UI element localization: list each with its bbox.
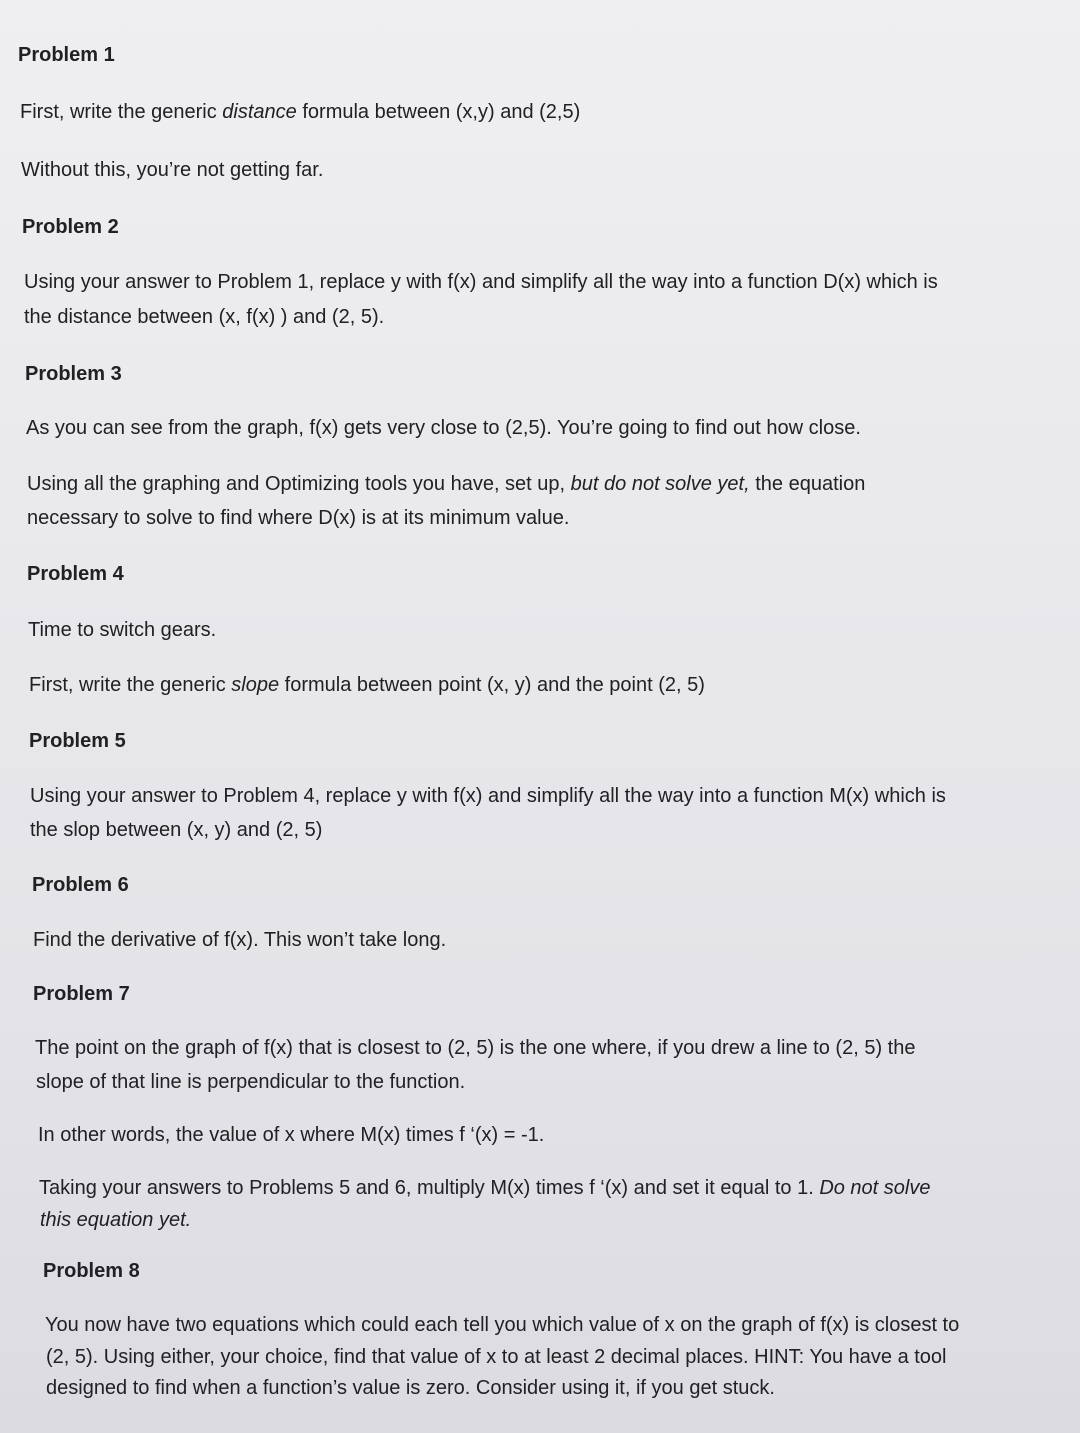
problem-3-line-2: Using all the graphing and Optimizing tools you have, set up, but do not solve yet, the equation bbox=[27, 473, 866, 495]
problem-6-heading: Problem 6 bbox=[32, 874, 129, 896]
problem-4-heading: Problem 4 bbox=[27, 563, 124, 585]
problem-3-heading: Problem 3 bbox=[25, 363, 122, 385]
problem-7-line-3: In other words, the value of x where M(x) times f ‘(x) = -1. bbox=[38, 1124, 545, 1146]
problem-5-line-1: Using your answer to Problem 4, replace y with f(x) and simplify all the way into a function M(x) which is bbox=[30, 785, 946, 807]
problem-4-line-1: Time to switch gears. bbox=[28, 619, 217, 641]
problem-8-heading: Problem 8 bbox=[43, 1260, 140, 1282]
problem-1-line-1: First, write the generic distance formula between (x,y) and (2,5) bbox=[20, 101, 581, 123]
problem-7-line-5: this equation yet. bbox=[40, 1209, 192, 1231]
problem-7-line-1: The point on the graph of f(x) that is closest to (2, 5) is the one where, if you drew a line to (2, 5) the bbox=[35, 1037, 916, 1059]
problem-3-line-1: As you can see from the graph, f(x) gets very close to (2,5). You’re going to find out how close. bbox=[26, 417, 861, 439]
problem-7-heading: Problem 7 bbox=[33, 983, 130, 1005]
problem-6-line-1: Find the derivative of f(x). This won’t take long. bbox=[33, 929, 447, 951]
problem-2-heading: Problem 2 bbox=[22, 216, 119, 238]
problem-1-line-2: Without this, you’re not getting far. bbox=[21, 159, 324, 181]
problem-1-heading: Problem 1 bbox=[18, 44, 115, 66]
problem-3-line-3: necessary to solve to find where D(x) is at its minimum value. bbox=[27, 507, 570, 529]
problem-5-heading: Problem 5 bbox=[29, 730, 126, 752]
problem-5-line-2: the slop between (x, y) and (2, 5) bbox=[30, 819, 323, 841]
problem-8-line-2: (2, 5). Using either, your choice, find that value of x to at least 2 decimal places. HINT: You have a tool bbox=[46, 1346, 947, 1368]
problem-4-line-2: First, write the generic slope formula between point (x, y) and the point (2, 5) bbox=[29, 674, 705, 696]
problem-7-line-4: Taking your answers to Problems 5 and 6, multiply M(x) times f ‘(x) and set it equal to 1. Do not solve bbox=[39, 1177, 931, 1199]
problem-2-line-1: Using your answer to Problem 1, replace y with f(x) and simplify all the way into a function D(x) which is bbox=[24, 271, 938, 293]
problem-8-line-3: designed to find when a function’s value is zero. Consider using it, if you get stuck. bbox=[46, 1377, 775, 1399]
problem-8-line-1: You now have two equations which could each tell you which value of x on the graph of f(x) is closest to bbox=[45, 1314, 960, 1336]
problem-2-line-2: the distance between (x, f(x) ) and (2, 5). bbox=[24, 306, 385, 328]
problem-7-line-2: slope of that line is perpendicular to the function. bbox=[36, 1071, 466, 1093]
